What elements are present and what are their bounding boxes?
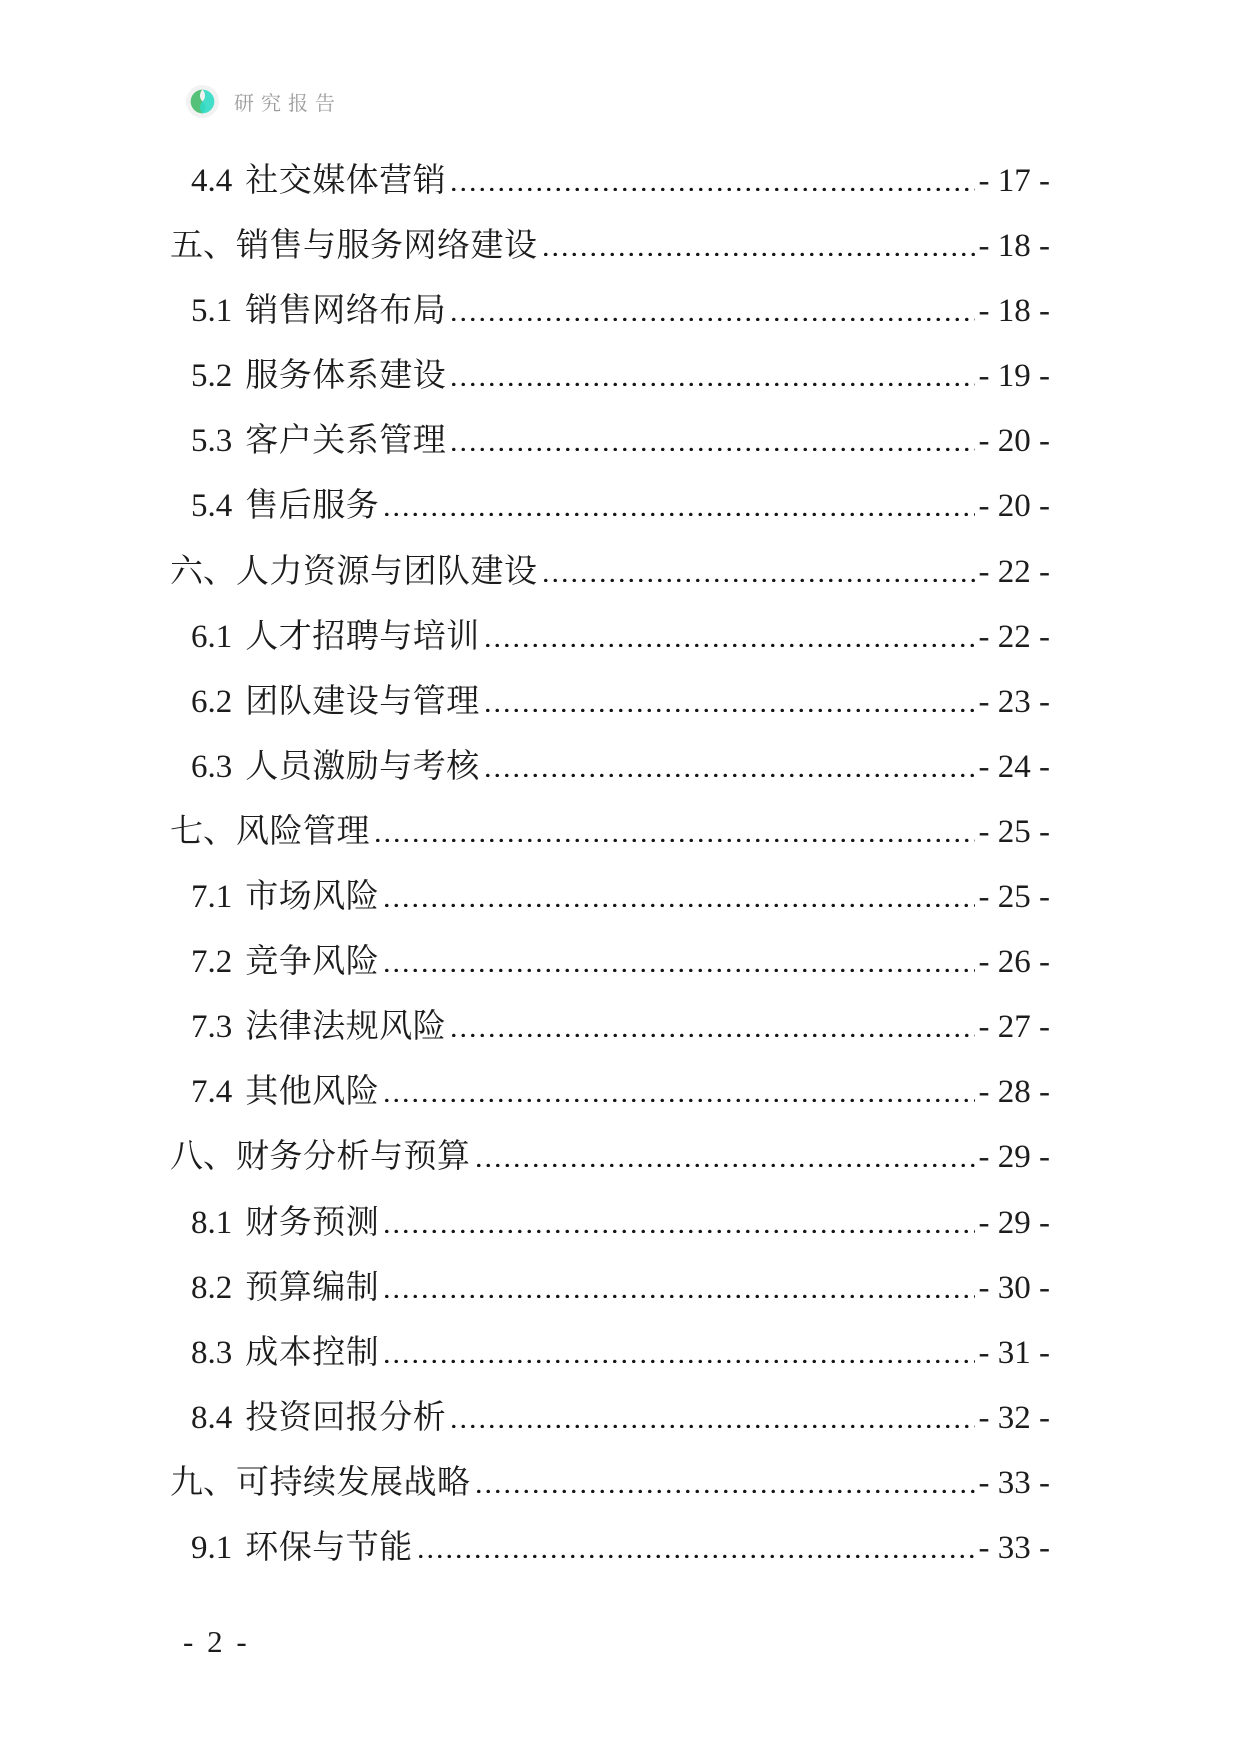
toc-entry[interactable]: [170, 344, 1050, 409]
toc-entry[interactable]: [170, 1256, 1050, 1321]
toc-entry-title: 预算编制: [245, 1269, 380, 1306]
toc-entry[interactable]: [170, 149, 1050, 214]
toc-entry[interactable]: [170, 1125, 1050, 1190]
toc-entry-number: 八、: [170, 1139, 236, 1176]
toc-entry-page: - 23 -: [978, 683, 1050, 720]
toc-entry-page: - 25 -: [978, 813, 1050, 850]
toc-entry-number: 五、: [170, 228, 236, 265]
dot-leader-icon: [382, 511, 974, 516]
toc-entry[interactable]: [170, 1386, 1050, 1451]
toc-entry[interactable]: [170, 409, 1050, 474]
toc-entry-page: - 29 -: [978, 1204, 1050, 1241]
toc-entry-page: - 31 -: [978, 1334, 1050, 1371]
toc-entry[interactable]: [170, 474, 1050, 539]
toc-entry-title: 销售网络布局: [245, 293, 447, 330]
toc-entry-number: 5.3: [191, 423, 233, 460]
toc-entry-page: - 20 -: [978, 423, 1050, 460]
toc-entry-number: 5.4: [191, 488, 233, 525]
toc-entry-number: 7.3: [191, 1009, 233, 1046]
toc-entry-title: 团队建设与管理: [245, 683, 480, 720]
toc-entry-page: - 22 -: [978, 553, 1050, 590]
toc-entry-page: - 20 -: [978, 488, 1050, 525]
toc-entry-number: 六、: [170, 553, 236, 590]
toc-entry-page: - 18 -: [978, 228, 1050, 265]
toc-entry-page: - 19 -: [978, 358, 1050, 395]
toc-entry-title: 人力资源与团队建设: [236, 553, 538, 590]
dot-leader-icon: [449, 381, 974, 386]
toc-entry[interactable]: [170, 800, 1050, 865]
toc-entry[interactable]: [170, 865, 1050, 930]
toc-entry-title: 人员激励与考核: [245, 748, 480, 785]
dot-leader-icon: [449, 446, 974, 451]
toc-entry-number: 6.2: [191, 683, 233, 720]
toc-entry-number: 8.2: [191, 1269, 233, 1306]
dot-leader-icon: [382, 1293, 974, 1298]
toc-entry-title: 财务分析与预算: [236, 1139, 471, 1176]
toc-entry-page: - 25 -: [978, 879, 1050, 916]
toc-entry[interactable]: [170, 1321, 1050, 1386]
toc-entry-title: 财务预测: [245, 1204, 380, 1241]
toc-entry-title: 人才招聘与培训: [245, 618, 480, 655]
dot-leader-icon: [382, 1228, 974, 1233]
dot-leader-icon: [541, 577, 975, 582]
toc-entry-page: - 26 -: [978, 944, 1050, 981]
toc-entry[interactable]: [170, 1191, 1050, 1256]
toc-entry[interactable]: [170, 1451, 1050, 1516]
toc-entry[interactable]: [170, 930, 1050, 995]
toc-entry-number: 6.3: [191, 748, 233, 785]
toc-entry-title: 其他风险: [245, 1074, 380, 1111]
dot-leader-icon: [382, 902, 974, 907]
toc-entry[interactable]: [170, 540, 1050, 605]
toc-entry-title: 销售与服务网络建设: [236, 228, 538, 265]
toc-entry-title: 客户关系管理: [245, 423, 447, 460]
toc-entry-title: 市场风险: [245, 879, 380, 916]
dot-leader-icon: [449, 1032, 974, 1037]
toc-entry-number: 4.4: [191, 163, 233, 199]
toc-entry-page: - 22 -: [978, 618, 1050, 655]
toc-entry-page: - 33 -: [978, 1529, 1050, 1566]
toc-entry-title: 竞争风险: [245, 944, 380, 981]
toc-entry-page: - 30 -: [978, 1269, 1050, 1306]
dot-leader-icon: [416, 1553, 975, 1558]
toc-entry-title: 服务体系建设: [245, 358, 447, 395]
toc-entry[interactable]: [170, 214, 1050, 279]
dot-leader-icon: [449, 186, 974, 191]
report-logo-icon: [186, 85, 219, 118]
logo-label: 研究报告: [234, 93, 342, 115]
dot-leader-icon: [474, 1488, 975, 1493]
toc-entry-number: 5.1: [191, 293, 233, 330]
toc-entry-number: 九、: [170, 1464, 236, 1501]
toc-entry-number: 6.1: [191, 618, 233, 655]
toc-entry[interactable]: [170, 670, 1050, 735]
toc-entry-title: 投资回报分析: [245, 1399, 447, 1436]
dot-leader-icon: [474, 1162, 975, 1167]
toc-entry-page: - 33 -: [978, 1464, 1050, 1501]
toc-entry-title: 社交媒体营销: [245, 163, 447, 199]
toc-entry-number: 7.2: [191, 944, 233, 981]
toc-entry-number: 8.3: [191, 1334, 233, 1371]
dot-leader-icon: [373, 837, 975, 842]
dot-leader-icon: [483, 642, 975, 647]
toc-entry-title: 环保与节能: [245, 1529, 413, 1566]
toc-entry[interactable]: [170, 1516, 1050, 1581]
toc-entry-number: 5.2: [191, 358, 233, 395]
toc-entry-page: - 32 -: [978, 1399, 1050, 1436]
toc-entry-title: 风险管理: [236, 813, 370, 850]
dot-leader-icon: [382, 1358, 974, 1363]
toc-entry[interactable]: [170, 279, 1050, 344]
toc-entry[interactable]: [170, 735, 1050, 800]
toc: [170, 149, 1050, 1581]
toc-entry-page: - 17 -: [978, 163, 1050, 199]
toc-entry-page: - 28 -: [978, 1074, 1050, 1111]
dot-leader-icon: [483, 707, 975, 712]
dot-leader-icon: [541, 251, 975, 256]
toc-entry-title: 售后服务: [245, 488, 380, 525]
toc-entry-number: 7.4: [191, 1074, 233, 1111]
toc-entry-number: 七、: [170, 813, 236, 850]
toc-entry-page: - 24 -: [978, 748, 1050, 785]
toc-entry-page: - 29 -: [978, 1139, 1050, 1176]
report-header: [186, 85, 342, 118]
toc-entry-title: 法律法规风险: [245, 1009, 447, 1046]
toc-entry-number: 8.1: [191, 1204, 233, 1241]
toc-entry-number: 7.1: [191, 879, 233, 916]
dot-leader-icon: [382, 1097, 974, 1102]
toc-entry-title: 成本控制: [245, 1334, 380, 1371]
toc-entry-number: 9.1: [191, 1529, 233, 1566]
toc-entry[interactable]: [170, 1060, 1050, 1125]
dot-leader-icon: [449, 316, 974, 321]
toc-entry[interactable]: [170, 605, 1050, 670]
dot-leader-icon: [449, 1423, 974, 1428]
dot-leader-icon: [483, 772, 975, 777]
toc-entry[interactable]: [170, 995, 1050, 1060]
toc-entry-title: 可持续发展战略: [236, 1464, 471, 1501]
dot-leader-icon: [382, 967, 974, 972]
toc-entry-page: - 18 -: [978, 293, 1050, 330]
footer-page-number: - 2 -: [183, 1624, 250, 1659]
toc-entry-number: 8.4: [191, 1399, 233, 1436]
toc-entry-page: - 27 -: [978, 1009, 1050, 1046]
